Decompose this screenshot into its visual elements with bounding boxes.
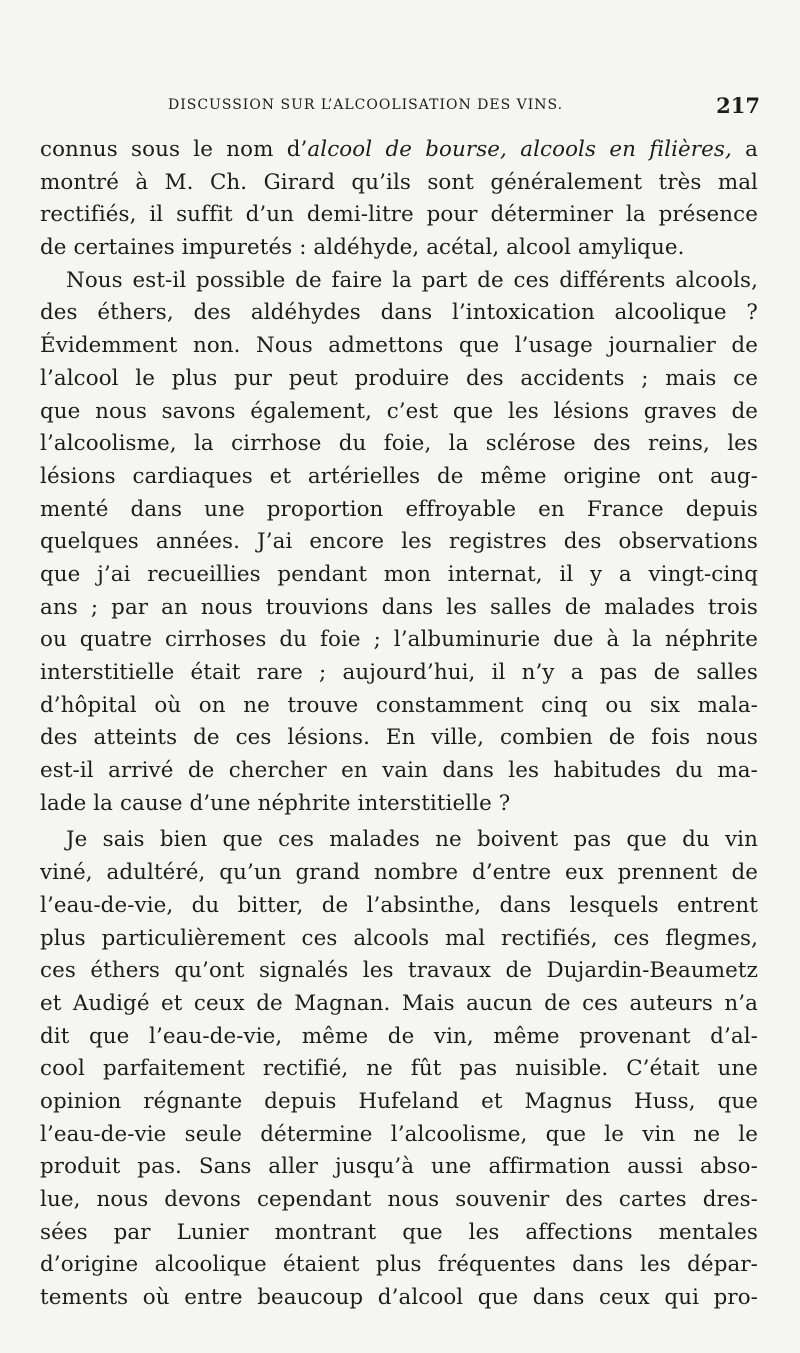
text-line: rectifiés, il suffit d’un demi-litre pour déterminer la présence [40,202,758,228]
text-line: ans ; par an nous trouvions dans les salles de malades trois [40,594,758,620]
text-line: lésions cardiaques et artérielles de même origine ont aug- [40,463,758,489]
text-line: lue, nous devons cependant nous souvenir des cartes dres- [40,1187,758,1212]
text-line: ou quatre cirrhoses du foie ; l’albuminurie due à la néphrite [40,627,758,653]
text-line: opinion régnante depuis Hufeland et Magnus Huss, que [40,1088,758,1114]
text-line: l’eau-de-vie, du bitter, de l’absinthe, dans lesquels entrent [40,892,758,918]
text-line: ces éthers qu’ont signalés les travaux de Dujardin-Beaumetz [40,958,758,984]
text-line: et Audigé et ceux de Magnan. Mais aucun de ces auteurs n’a [40,990,758,1016]
text-line: tements où entre beaucoup d’alcool que dans ceux qui pro- [40,1285,758,1311]
page-number: 217 [716,93,760,118]
paragraph-first-line: Je sais bien que ces malades ne boivent pas que du vin [66,827,758,853]
text-line: interstitielle était rare ; aujourd’hui, il n’y a pas de salles [40,660,758,685]
text-line: l’alcool le plus pur peut produire des accidents ; mais ce [40,365,758,391]
text-line: quelques années. J’ai encore les registres des observations [40,529,758,555]
text-line: est-il arrivé de chercher en vain dans les habitudes du ma- [40,758,758,784]
running-head [168,93,760,119]
italic-phrase: alcool de bourse, alcools en filières, [307,137,732,162]
text-line: Évidemment non. Nous admettons que l’usage journalier de [40,333,758,359]
text-line: que j’ai recueillies pendant mon internat, il y a vingt-cinq [40,561,758,587]
text-line: menté dans une proportion effroyable en France depuis [40,496,758,522]
text-run: connus sous le nom d’ [40,137,308,162]
text-line: de certaines impuretés : aldéhyde, acétal, alcool amylique. [40,235,685,261]
text-line: que nous savons également, c’est que les lésions graves de [40,398,758,424]
running-title: DISCUSSION SUR L’ALCOOLISATION DES VINS. [168,97,564,113]
text-line: lade la cause d’une néphrite interstitielle ? [40,790,511,816]
body-text [40,134,758,1315]
text-line: d’hôpital où on ne trouve constamment cinq ou six mala- [40,692,758,718]
text-line: montré à M. Ch. Girard qu’ils sont généralement très mal [40,169,758,195]
text-line: dit que l’eau-de-vie, même de vin, même provenant d’al- [40,1023,758,1049]
text-line: des éthers, des aldéhydes dans l’intoxication alcoolique ? [40,300,758,326]
text-line: d’origine alcoolique étaient plus fréquentes dans les dépar- [40,1252,758,1278]
text-line: viné, adultéré, qu’un grand nombre d’entre eux prennent de [40,860,758,886]
text-run: a [731,137,758,162]
paragraph-first-line: Nous est-il possible de faire la part de ces différents alcools, [66,267,758,293]
text-line [40,134,758,167]
text-line: plus particulièrement ces alcools mal rectifiés, ces flegmes, [40,925,758,951]
text-line: l’eau-de-vie seule détermine l’alcoolisme, que le vin ne le [40,1121,758,1147]
text-line: des atteints de ces lésions. En ville, combien de fois nous [40,725,758,751]
text-line: produit pas. Sans aller jusqu’à une affirmation aussi abso- [40,1154,758,1180]
text-line: cool parfaitement rectifié, ne fût pas nuisible. C’était une [40,1056,758,1082]
text-line: l’alcoolisme, la cirrhose du foie, la sclérose des reins, les [40,431,758,457]
text-line: sées par Lunier montrant que les affections mentales [40,1219,758,1245]
